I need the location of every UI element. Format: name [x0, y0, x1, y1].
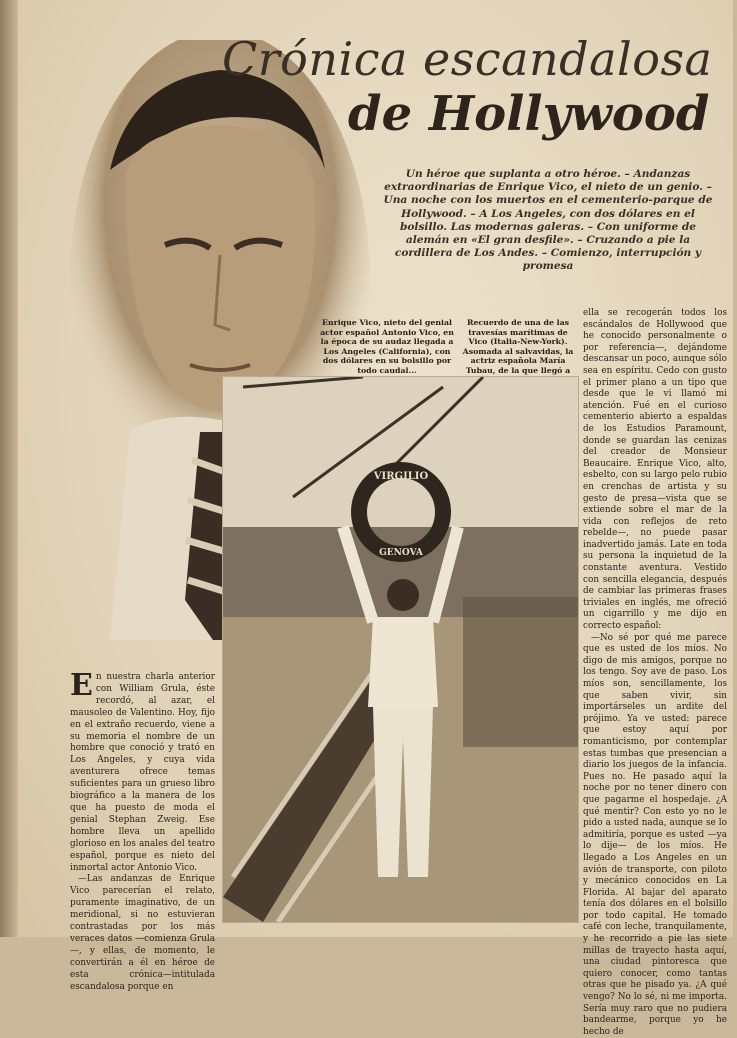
article-subtitle: Un héroe que suplanta a otro héroe. – Andanzas extraordinarias de Enrique Vico, el nieto de un genio. – Una noche con los muertos en el cementerio-parque de Hollywood. – A Los Angeles, con dos dólares en el bolsillo. Las modernas galeras. – Con uniforme de alemán en «El gran desfile». – Cruzando a pie la cordillera de Los Andes. – Comienzo, interrupción y promesa — [383, 168, 713, 273]
drop-cap: E — [70, 668, 93, 703]
article-paragraph: —Las andanzas de Enrique Vico parecerían el relato, puramente imaginativo, de un meridional, si no estuvieran contrastadas por los más veraces datos —comienza Grula—, y ellas, de momento, le convertirán a él en héroe de esta crónica—intitulada escandalosa porque en — [70, 874, 215, 992]
lifebuoy-top-label: VIRGILIO — [373, 471, 429, 482]
man-shirt — [368, 617, 438, 707]
article-column-left — [70, 668, 215, 993]
article-title-line1: Crónica escandalosa — [222, 32, 713, 86]
man-head — [387, 579, 419, 611]
ship-photograph — [222, 376, 579, 923]
ship-photo-caption: Recuerdo de una de las travesías marítimas de Vico (Italia-New-York). Asomada al salvavidas, la actriz española María Tubau, de la que llegó a — [462, 318, 574, 375]
article-column-right — [583, 308, 727, 1038]
article-paragraph: —No sé por qué me parece que es usted de los míos. No digo de mis amigos, porque no los tengo. Soy ave de paso. Los míos son, sencillamente, los que saben vivir, sin importárseles un ardite del prójimo. Ya ve usted: parece que estoy aquí por romanticismo, por contemplar estas tumbas que presencian a diario los juegos de la infancia. Pues no. He pasado aquí la noche por no tener dinero con que pagarme el hospedaje. ¿A qué mentir? Con esto yo no le pido a usted nada, aunque se lo admitiría, porque es usted —ya lo dije— de los míos. He llegado a Los Angeles en un avión de transporte, con piloto y mecánico conocidos en La Florida. Al bajar del aparato tenía dos dólares en el bolsillo por todo capital. He tomado café con leche, tranquilamente, y he recorrido a pie las siete millas de trayecto hasta aquí, una ciudad pintoresca que quiero conocer, como tantas otras que he pisado ya. ¿A qué vengo? No lo sé, ni me importa. Sería muy raro que no pudiera bandearme, porque yo he hecho de — [583, 632, 727, 1037]
lifebuoy-bottom-label: GENOVA — [379, 548, 423, 558]
article-paragraph: En nuestra charla anterior con William Grula, éste recordó, al azar, el mausoleo de Valentino. Hoy, fijo en el extraño recuerdo, viene a su memoria el nombre de un hombre que conoció y trató en Los Angeles, y cuya vida aventurera ofrece temas suficientes para un grueso libro biográfico a la manera de los que ha puesto de moda el genial Stephan Zweig. Ese hombre lleva un apellido glorioso en los anales del teatro español, porque es nieto del inmortal actor Antonio Vico. — [70, 668, 215, 873]
portrait-caption: Enrique Vico, nieto del genial actor español Antonio Vico, en la época de su audaz llegada a Los Angeles (California), con dos dólares en su bolsillo por todo caudal... — [320, 318, 454, 375]
page-spine — [0, 0, 18, 937]
article-title-line2: de Hollywood — [348, 86, 710, 142]
article-paragraph: ella se recogerán todos los escándalos de Hollywood que he conocido personalmente o por referencia—, dejándome descansar un poco, aunque sólo sea en espíritu. Cedo con gusto el primer plano a un tipo que desde que le vi llamó mi atención. Fué en el curioso cementerio abierto a espaldas de los Estudios Paramount, donde se guardan las cenizas del creador de Monsieur Beaucaire. Enrique Vico, alto, esbelto, con su largo pelo rubio en crenchas de artista y su gesto de presa—vista que se extiende sobre el mar de la vida con reflejos de reto rebelde—, no puede pasar inadvertido jamás. Late en toda su persona la inquietud de la constante aventura. Vestido con sencilla elegancia, después de cambiar las primeras frases triviales en inglés, me ofreció un cigarrillo y me dijo en correcto español: — [583, 308, 727, 632]
